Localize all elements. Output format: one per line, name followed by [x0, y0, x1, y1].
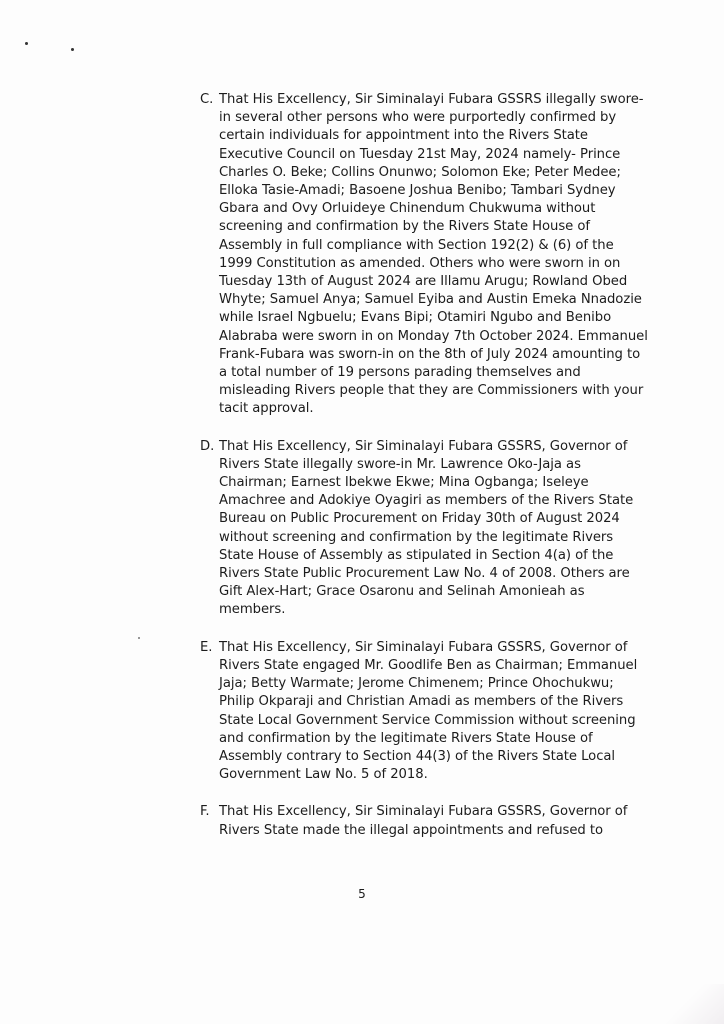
- list-item-c: [200, 91, 650, 419]
- page-number: 5: [358, 887, 366, 901]
- list-item-text: That His Excellency, Sir Siminalayi Fubara GSSRS, Governor of Rivers State engaged Mr. Goodlife Ben as Chairman; Emmanuel Jaja; Betty Warmate; Jerome Chimenem; Prince Ohochukwu; Philip Okparaji and Christian Amadi as members of the Rivers State Local Government Service Commission without screening and confirmation by the legitimate Rivers State House of Assembly contrary to Section 44(3) of the Rivers State Local Government Law No. 5 of 2018.: [219, 639, 638, 783]
- scan-speck: [71, 48, 74, 51]
- list-item-text: That His Excellency, Sir Siminalayi Fubara GSSRS, Governor of Rivers State illegally swore-in Mr. Lawrence Oko-Jaja as Chairman; Earnest Ibekwe Ekwe; Mina Ogbanga; Iseleye Amachree and Adokiye Oyagiri as members of the Rivers State Bureau on Public Procurement on Friday 30th of August 2024 without screening and confirmation by the legitimate Rivers State House of Assembly as stipulated in Section 4(a) of the Rivers State Public Procurement Law No. 4 of 2008. Others are Gift Alex-Hart; Grace Osaronu and Selinah Amonieah as members.: [219, 438, 634, 618]
- list-item-text: That His Excellency, Sir Siminalayi Fubara GSSRS illegally swore-in several other persons who were purportedly confirmed by certain individuals for appointment into the Rivers State Executive Council on Tuesday 21st May, 2024 namely- Prince Charles O. Beke; Collins Onunwo; Solomon Eke; Peter Medee; Elloka Tasie-Amadi; Basoene Joshua Benibo; Tambari Sydney Gbara and Ovy Orluideye Chinendum Chukwuma without screening and confirmation by the Rivers State House of Assembly in full compliance with Section 192(2) & (6) of the 1999 Constitution as amended. Others who were sworn in on Tuesday 13th of August 2024 are Illamu Arugu; Rowland Obed Whyte; Samuel Anya; Samuel Eyiba and Austin Emeka Nnadozie while Israel Ngbuelu; Evans Bipi; Otamiri Ngubo and Benibo Alabraba were sworn in on Monday 7th October 2024. Emmanuel Frank-Fubara was sworn-in on the 8th of July 2024 amounting to a total number of 19 persons parading themselves and misleading Rivers people that they are Commissioners with your tacit approval.: [219, 92, 648, 417]
- list-item-e: [200, 639, 650, 785]
- scan-speck: [138, 637, 140, 639]
- list-item-d: [200, 438, 650, 620]
- scan-edge-shadow: [664, 984, 724, 1024]
- scan-speck: [25, 42, 28, 45]
- list-item-text: That His Excellency, Sir Siminalayi Fubara GSSRS, Governor of Rivers State made the illegal appointments and refused to: [219, 804, 628, 838]
- document-body: [200, 91, 650, 859]
- list-item-f: [200, 803, 650, 839]
- list-marker: E.: [200, 639, 213, 655]
- list-marker: D.: [200, 438, 215, 454]
- list-marker: F.: [200, 804, 210, 820]
- list-marker: C.: [200, 92, 214, 107]
